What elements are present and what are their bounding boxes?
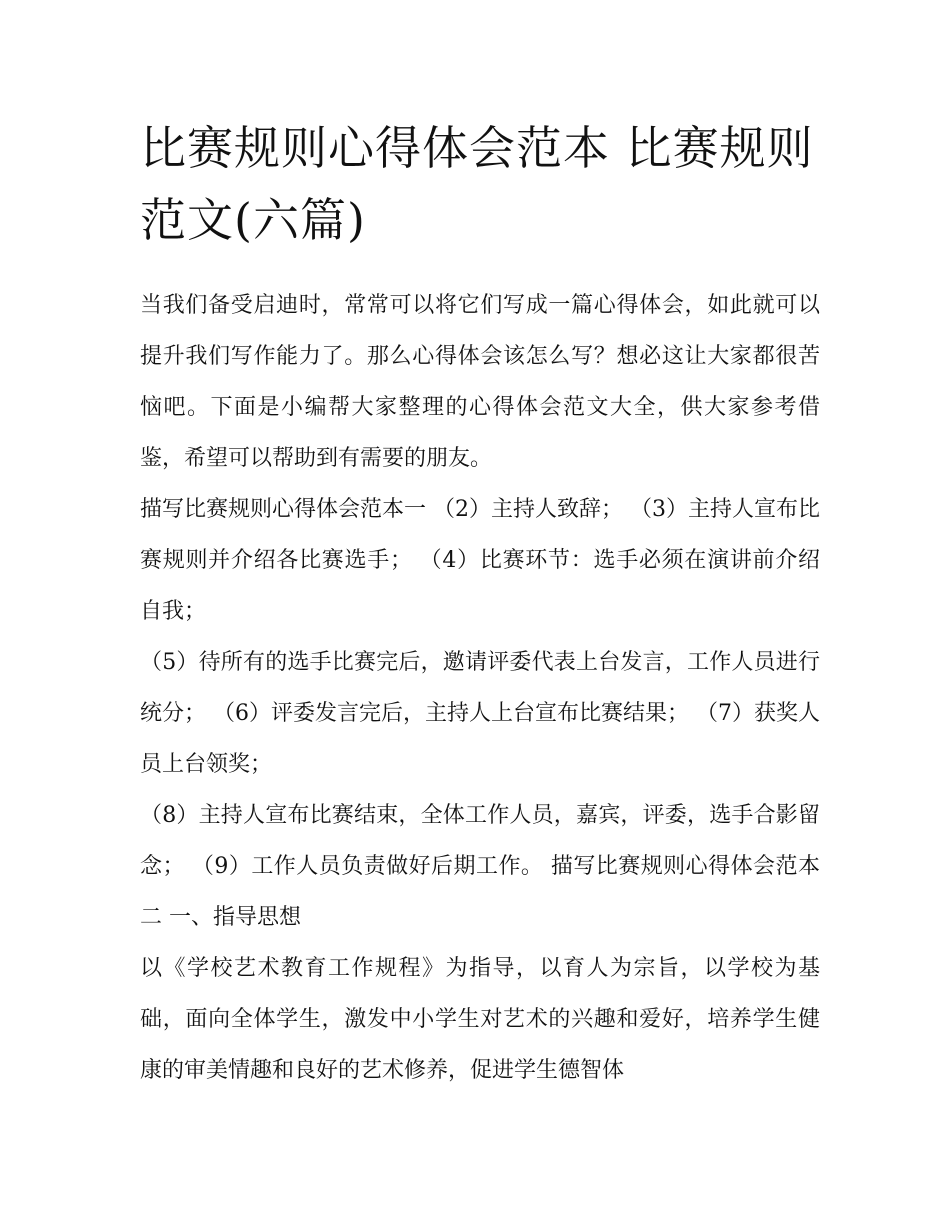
paragraph-sample-one: 描写比赛规则心得体会范本一 （2）主持人致辞； （3）主持人宣布比赛规则并介绍各比赛选手； （4）比赛环节：选手必须在演讲前介绍自我； [140,497,820,624]
paragraph-intro: 当我们备受启迪时，常常可以将它们写成一篇心得体会，如此就可以提升我们写作能力了。那么心得体会该怎么写？想必这让大家都很苦恼吧。下面是小编帮大家整理的心得体会范文大全，供大家参考借鉴，希望可以帮助到有需要的朋友。 [140,293,820,471]
paragraph-steps-8-9: （8）主持人宣布比赛结束，全体工作人员，嘉宾，评委，选手合影留念； （9）工作人员负责做好后期工作。 描写比赛规则心得体会范本二 一、指导思想 [140,803,820,930]
paragraph-guiding-principle: 以《学校艺术教育工作规程》为指导，以育人为宗旨，以学校为基础，面向全体学生，激发中小学生对艺术的兴趣和爱好，培养学生健康的审美情趣和良好的艺术修养，促进学生德智体 [140,956,820,1083]
document-title: 比赛规则心得体会范本 比赛规则范文(六篇) [140,121,814,247]
document-body [140,280,820,1096]
paragraph-steps-5-7: （5）待所有的选手比赛完后，邀请评委代表上台发言，工作人员进行统分； （6）评委发言完后，主持人上台宣布比赛结果； （7）获奖人员上台领奖； [140,650,820,777]
